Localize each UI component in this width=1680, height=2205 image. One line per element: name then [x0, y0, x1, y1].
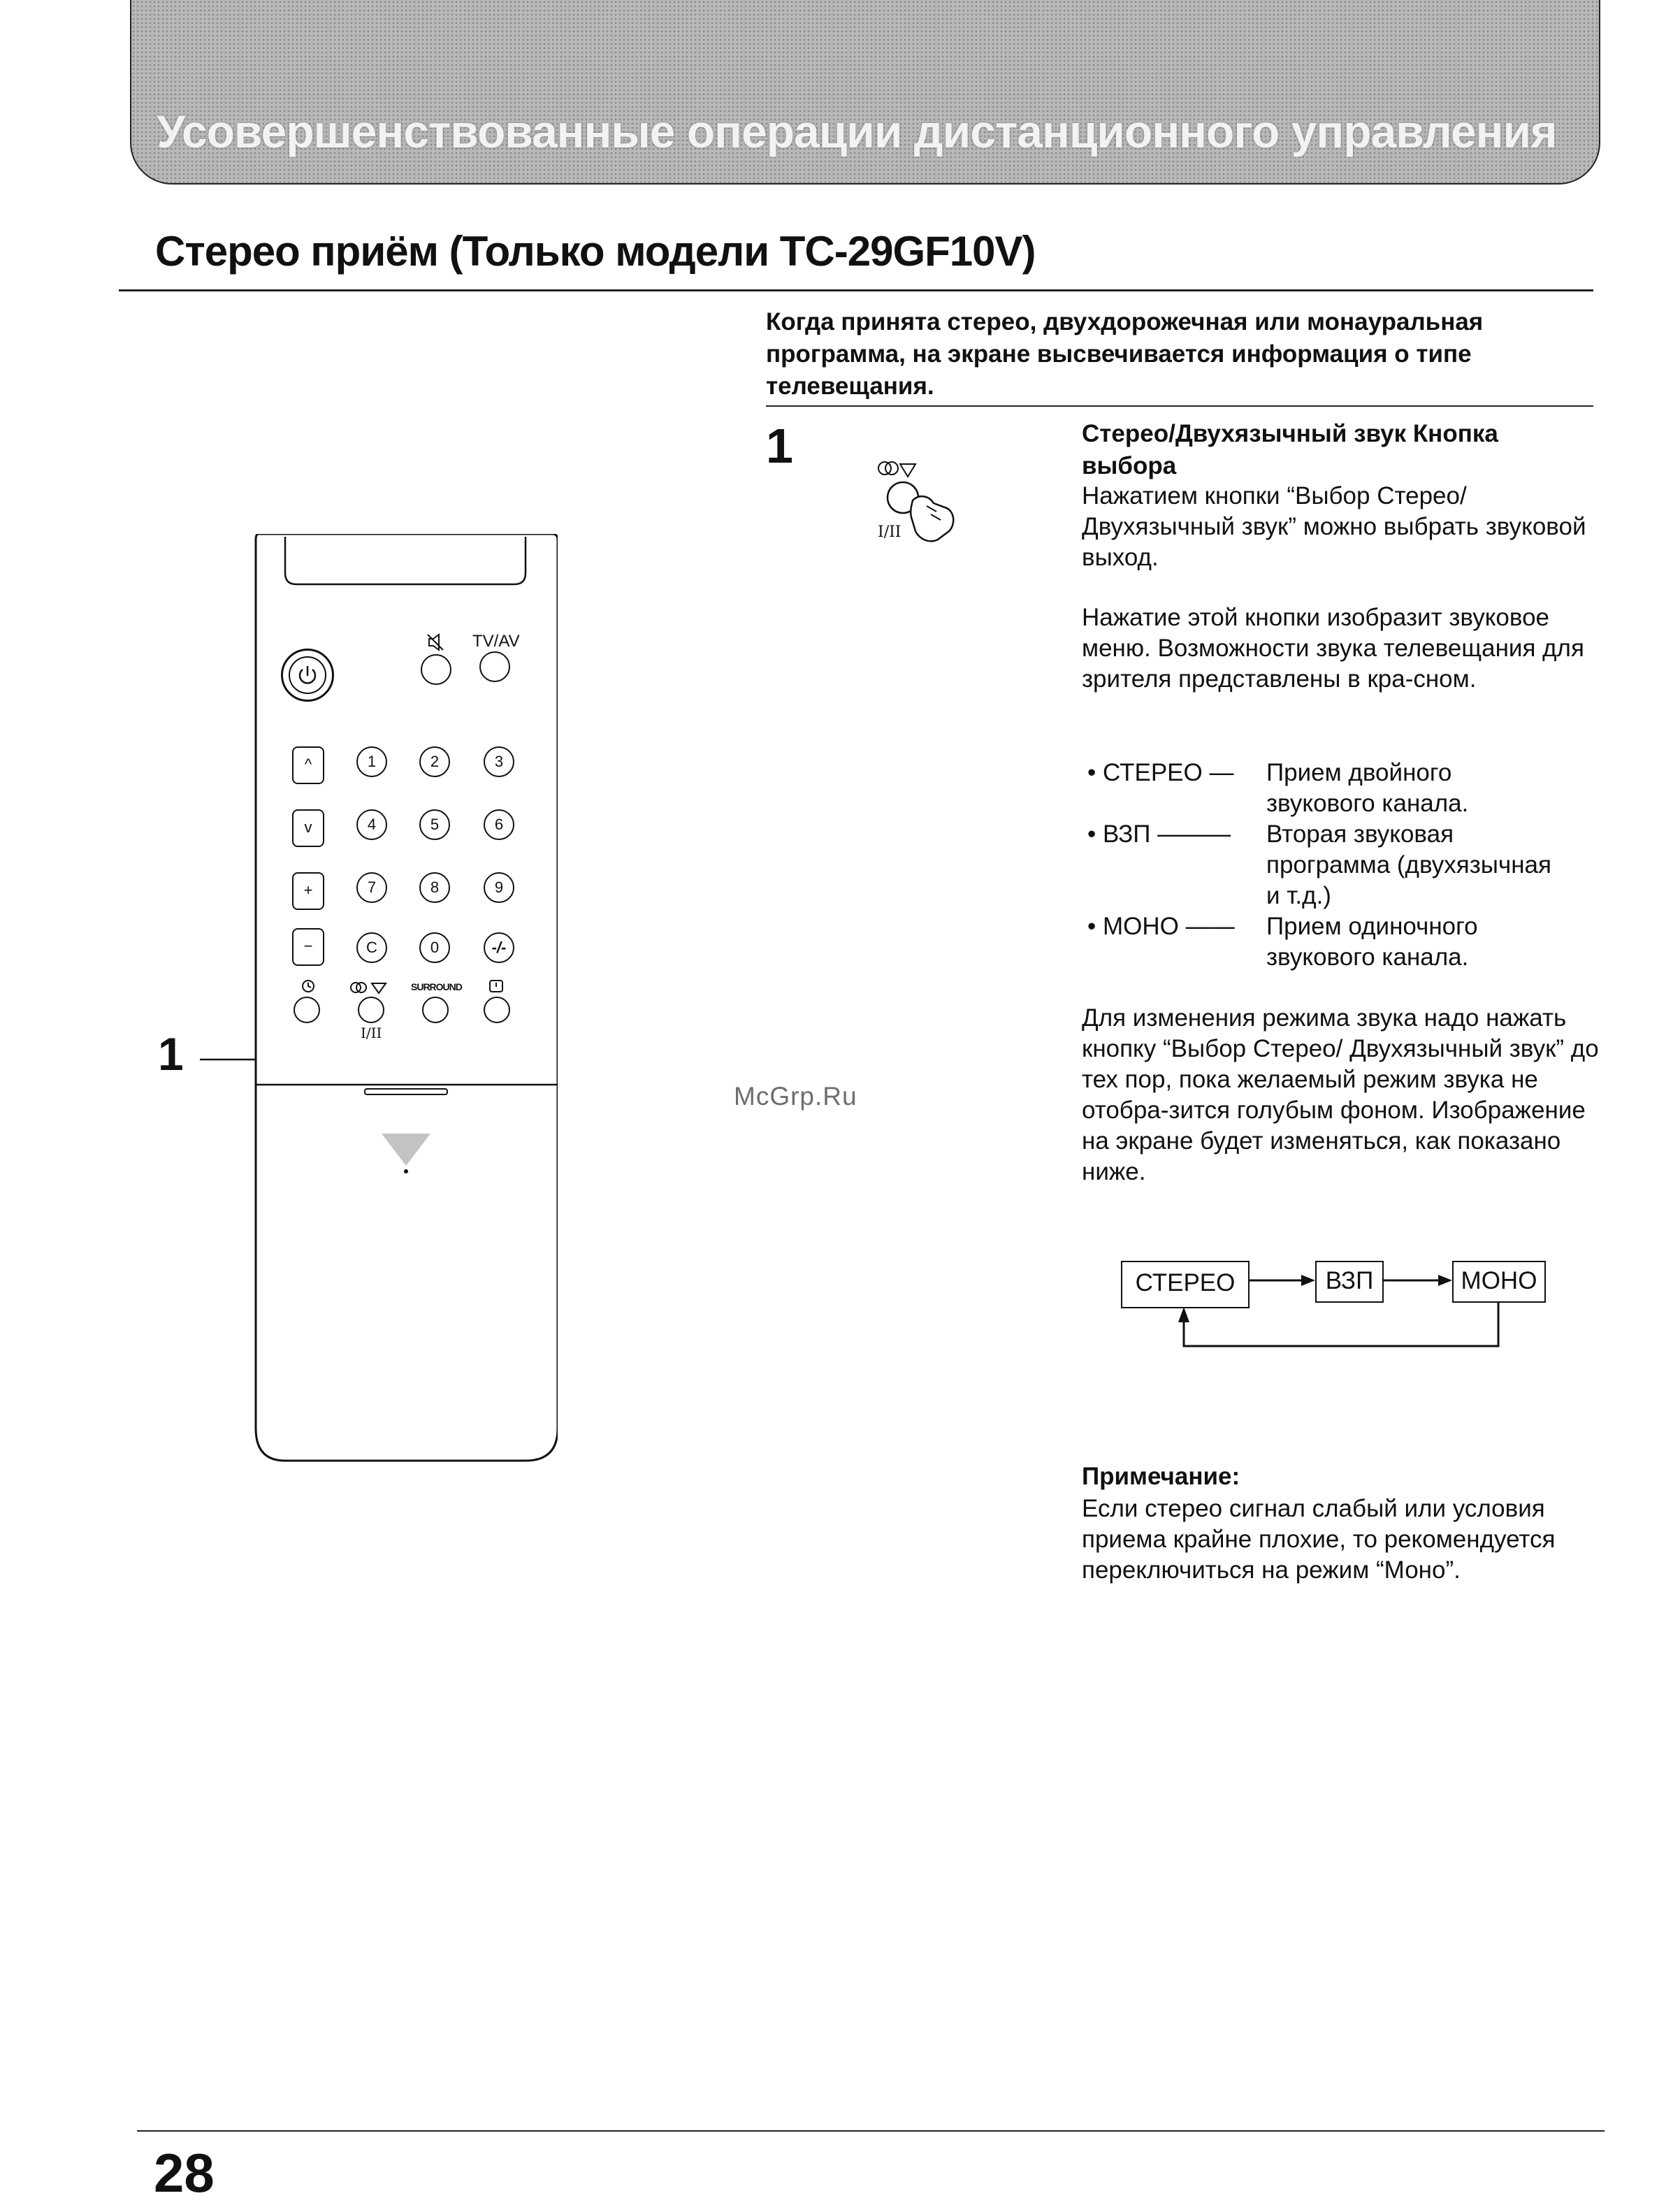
page-number: 28 [154, 2142, 215, 2204]
surround-label: SURROUND [411, 981, 462, 992]
power-icon [296, 663, 319, 687]
section-title: Стерео приём (Только модели TC-29GF10V) [155, 228, 1036, 275]
channel-down-button[interactable]: v [292, 809, 324, 847]
mute-button[interactable] [421, 654, 451, 685]
stereo-dual-button[interactable] [358, 997, 384, 1023]
tvav-button[interactable] [479, 651, 510, 682]
remote-control [253, 534, 558, 1463]
callout-number: 1 [158, 1028, 184, 1080]
number-button-7[interactable]: 7 [356, 872, 387, 903]
timer-icon [300, 978, 316, 994]
surround-button[interactable] [422, 997, 449, 1023]
channel-up-button[interactable]: ^ [292, 746, 324, 784]
number-button-0[interactable]: 0 [419, 932, 450, 963]
timer-button[interactable] [294, 997, 320, 1023]
section-rule [119, 289, 1593, 291]
header-banner [130, 0, 1600, 185]
mode-name: • МОНО —— [1087, 913, 1235, 940]
flow-stereo-box: СТЕРЕО [1121, 1261, 1250, 1308]
stereo-icon [349, 980, 391, 995]
step-heading: Стерео/Двухязычный звук Кнопка выбора [1082, 420, 1498, 479]
number-button-3[interactable]: 3 [484, 746, 514, 777]
mode-name: • ВЗП ——— [1087, 820, 1231, 848]
step-paragraph-1: Нажатием кнопки “Выбор Стерео/ Двухязычный звук” можно выбрать звуковой выход. [1082, 482, 1586, 571]
step-paragraph-3: Для изменения режима звука надо нажать кнопку “Выбор Стерео/ Двухязычный звук” до тех пор, пока желаемый режим звука не отобра-зится голубым фоном. Изображение на экране будет изменяться, как показано ниже. [1082, 1004, 1599, 1185]
note-title: Примечание: [1082, 1463, 1240, 1490]
volume-down-button[interactable]: − [292, 928, 324, 966]
tvav-label: TV/AV [472, 632, 520, 651]
mode-desc: Прием одиночного звукового канала. [1266, 913, 1478, 971]
footer-rule [137, 2130, 1605, 2132]
mute-icon [425, 632, 446, 653]
number-button-9[interactable]: 9 [484, 872, 514, 903]
flow-mono-box: МОНО [1452, 1261, 1546, 1303]
flow-vzp-box: ВЗП [1315, 1261, 1384, 1303]
dual-label: I/II [361, 1025, 382, 1041]
number-button-2[interactable]: 2 [419, 746, 450, 777]
volume-up-button[interactable]: + [292, 872, 324, 910]
number-button-6[interactable]: 6 [484, 809, 514, 840]
step-icon-label: I/II [878, 523, 901, 541]
number-button-8[interactable]: 8 [419, 872, 450, 903]
number-button-4[interactable]: 4 [356, 809, 387, 840]
stereo-button-press-icon [871, 447, 997, 552]
step-paragraph-2: Нажатие этой кнопки изобразит звуковое меню. Возможности звука телевещания для зрителя представлены в кра-сном. [1082, 604, 1584, 693]
teletext-button[interactable] [484, 997, 510, 1023]
mode-desc: Вторая звуковая программа (двухязычная и т.д.) [1266, 820, 1551, 909]
intro-text: Когда принята стерео, двухдорожечная или монауральная программа, на экране высвечивается информация о типе телевещания. [766, 308, 1484, 400]
banner-title: Усовершенствованные операции дистанционного управления [157, 106, 1557, 157]
step-number: 1 [766, 419, 793, 473]
digit-toggle-button[interactable]: -/- [484, 932, 514, 963]
teletext-icon [488, 978, 505, 994]
clear-button[interactable]: C [356, 932, 387, 963]
mode-desc: Прием двойного звукового канала. [1266, 759, 1469, 817]
number-button-1[interactable]: 1 [356, 746, 387, 777]
power-button[interactable] [281, 649, 334, 702]
note-text: Если стерео сигнал слабый или условия приема крайне плохие, то рекомендуется переключиться на режим “Моно”. [1082, 1495, 1556, 1584]
watermark: McGrp.Ru [734, 1082, 857, 1111]
mode-name: • СТЕРЕО — [1087, 759, 1234, 786]
intro-rule [766, 405, 1593, 407]
flow-arrows [1118, 1258, 1565, 1356]
number-button-5[interactable]: 5 [419, 809, 450, 840]
